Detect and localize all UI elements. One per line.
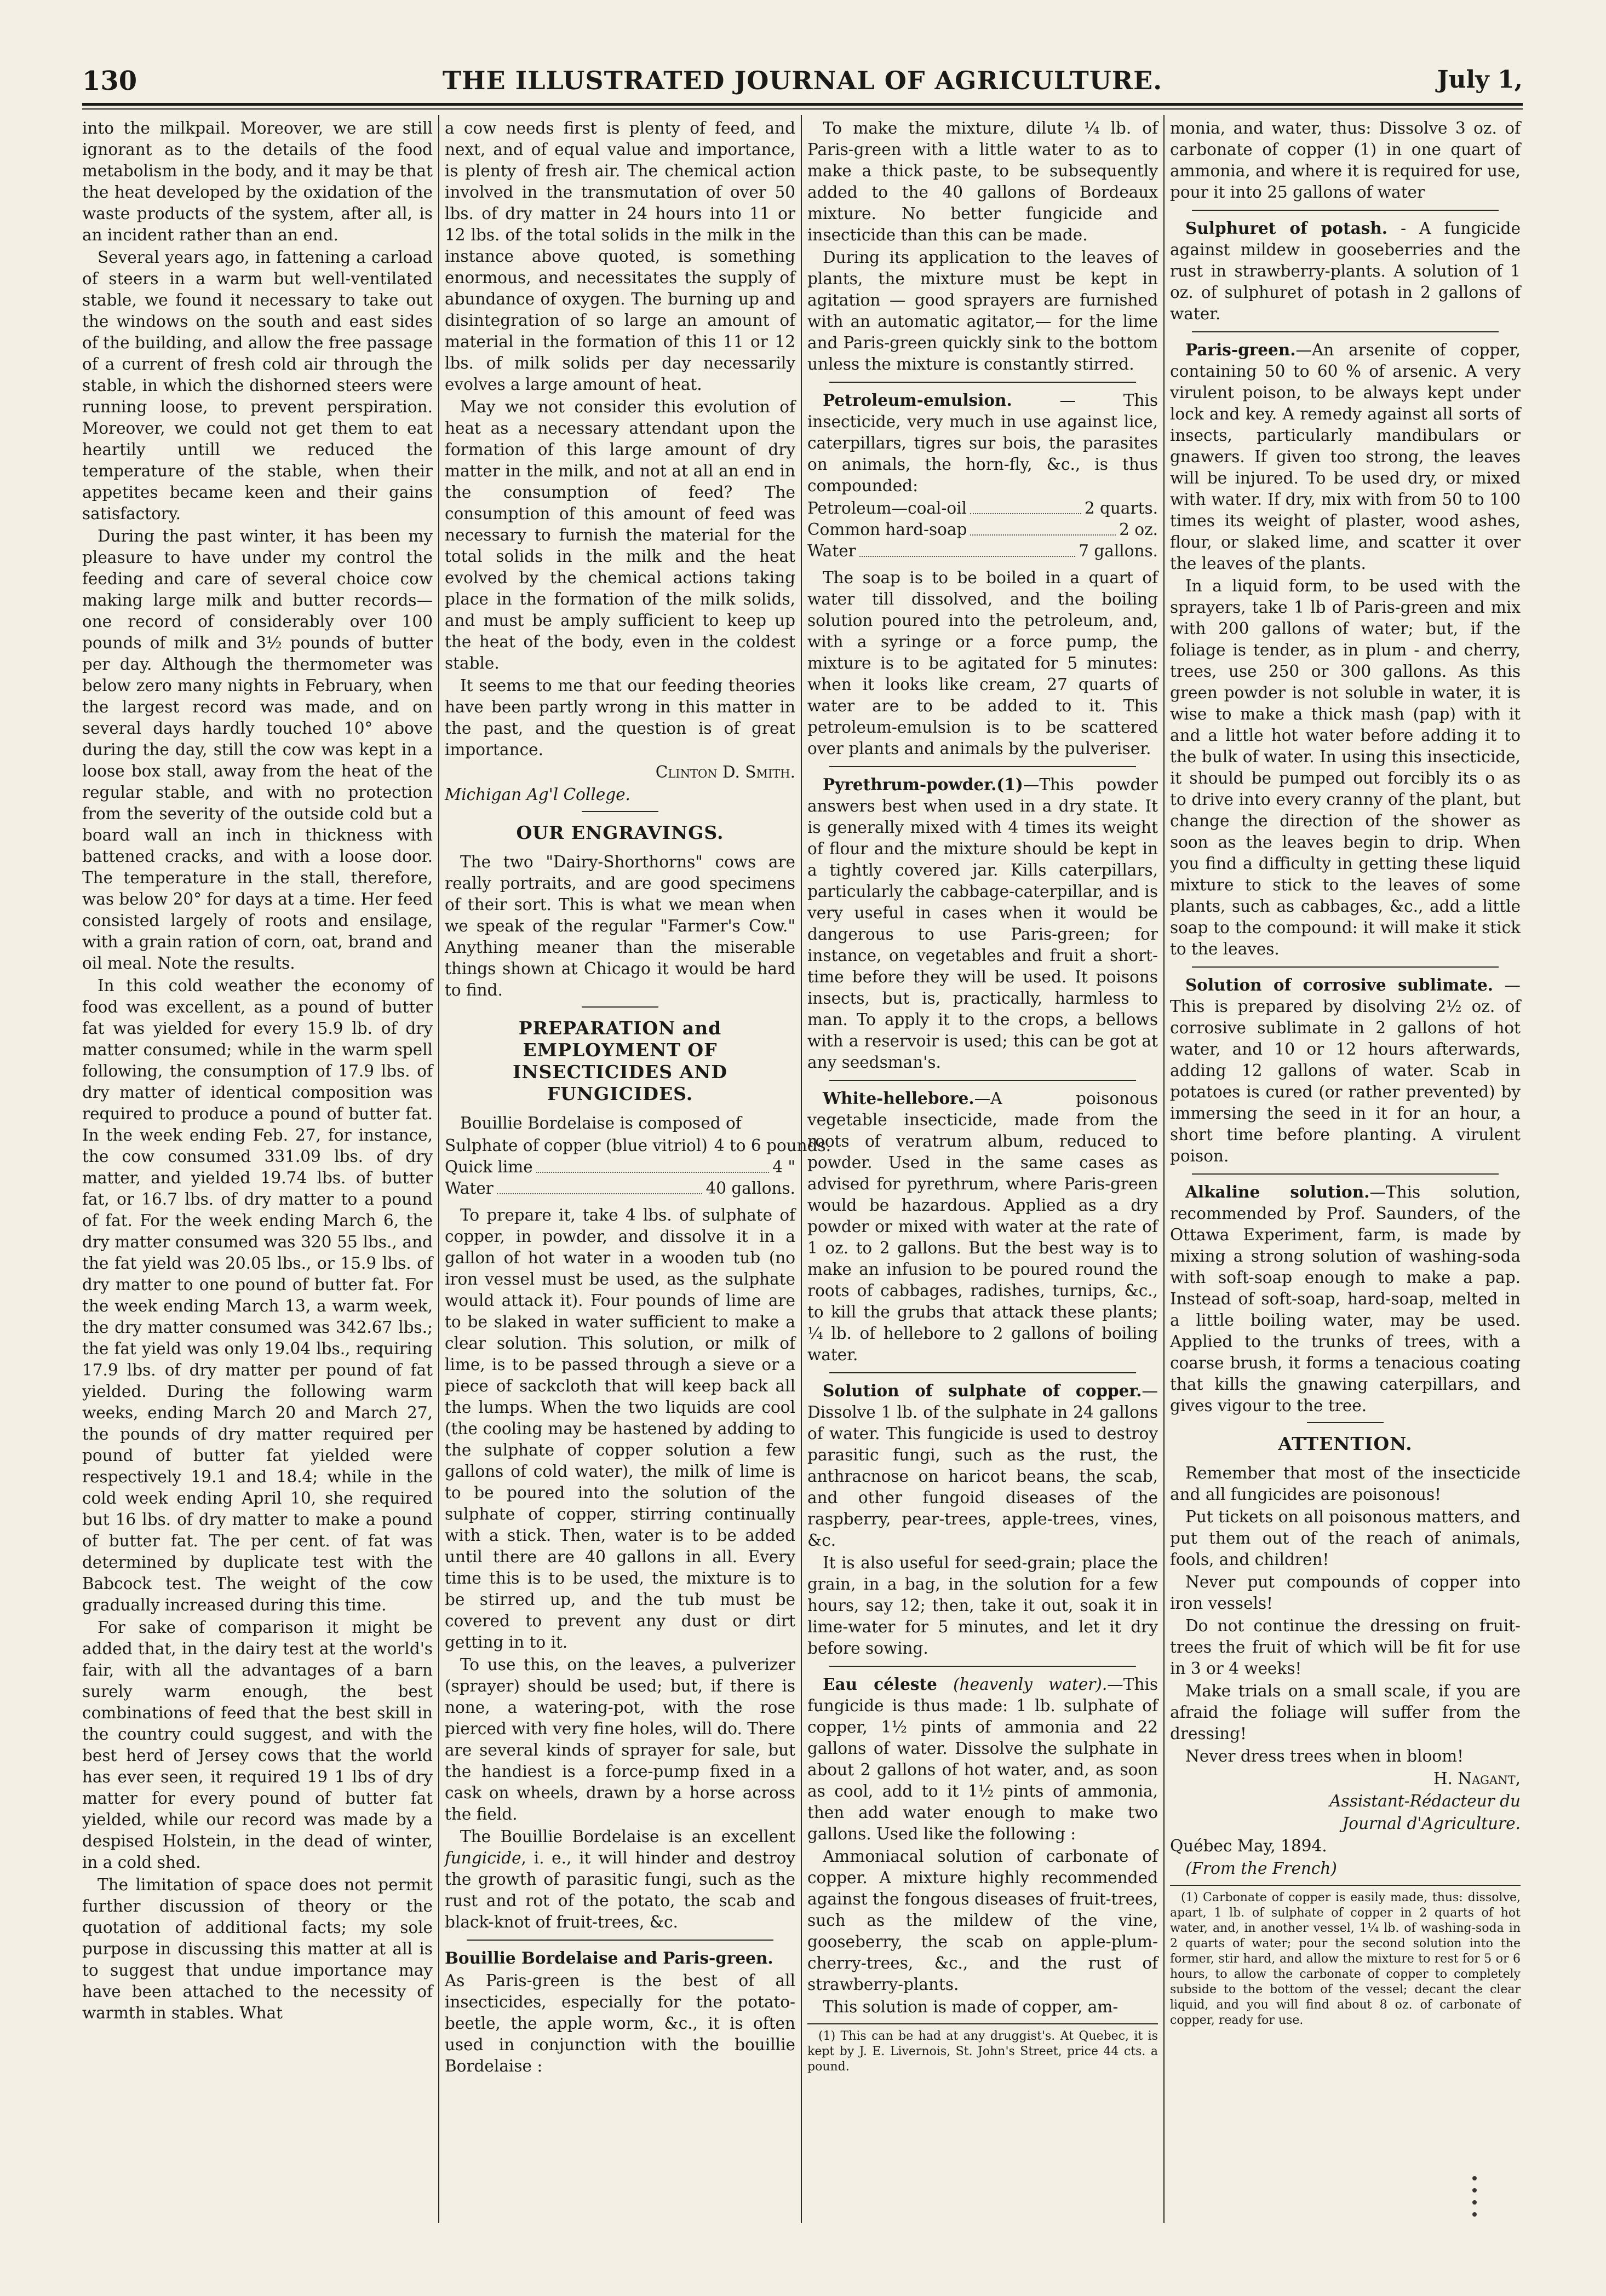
page-edge-marks xyxy=(1464,2168,1485,2256)
paragraph: In this cold weather the economy of food was excellent, as a pound of butter fat was yielded for every 15.9 lb. of dry matter consumed; while in the warm spell following, the consumption of 17.9 lbs. of dry matter of identical composition was required to produce a pound of butter fat. In the week ending Feb. 27, for instance, the cow consumed 331.09 lbs. of dry matter, and yielded 19.74 lbs. of butter fat, or 16.7 lbs. of dry matter to a pound of fat. For the week ending March 6, the dry matter consumed was 320 55 lbs., and the fat yield was 20.05 lbs., or 15.9 lbs. of dry matter to one pound of butter fat. For the week ending March 13, a warm week, the dry matter consumed was 342.67 lbs.; the fat yield was only 19.04 lbs., requiring 17.9 lbs. of dry matter per pound of fat yielded. During the following warm weeks, ending March 20 and March 27, the pounds of dry matter required per pound of butter fat yielded were respectively 19.1 and 18.4; while in the cold week ending April 10, she required but 16 lbs. of dry matter to make a pound of butter fat. The per cent. of fat was determined by duplicate test with the Babcock test. The weight of the cow gradually increased during this time. xyxy=(82,976,433,1614)
paragraph: Bouillie Bordelaise is composed of xyxy=(460,1114,742,1132)
paragraph: Petroleum-emulsion. — This insecticide, very much in use against lice, caterpillars, tigres sur bois, the parasites on animals, the horn-fly, &c., is thus compounded: xyxy=(807,390,1158,495)
page-number: 130 xyxy=(82,66,137,96)
paragraph: Ammoniacal solution of carbonate of copper. A mixture highly recommended against the fongous diseases of fruit-trees, such as the mildew of the vine, gooseberry, the scab on apple-plum-cherry-trees, &c., and the rust of strawberry-plants. xyxy=(807,1847,1158,1994)
paragraph: To prepare it, take 4 lbs. of sulphate of copper, in powder, and dissolve it in a gallon of hot water in a wooden tub (no iron vessel must be used, as the sulphate would attack it). Four pounds of lime are to be slaked in water sufficient to make a clear solution. This solution, or milk of lime, is to be passed through a sieve or a piece of sackcloth that will keep back all the lumps. When the two liquids are cool (the cooling may be hastened by adding to the sulphate of copper solution a few gallons of cold water), the milk of lime is to be poured into the solution of the sulphate of copper, stirring continually with a stick. Then, water is to be added until there are 40 gallons in all. Every time this is to be used, the mixture is to be stirred up, and the tub must be covered to prevent any dust or dirt getting in to it. xyxy=(445,1206,795,1651)
paragraph: The limitation of space does not permit further discussion of theory or the quotation of additional facts; my sole purpose in discussing this matter at all is to suggest that undue importance may have been attached to the necessity of warmth in stables. What xyxy=(82,1875,433,2022)
paragraph: The Bouillie Bordelaise is an excellent fungicide, i. e., it will hinder and destroy the growth of parasitic fungi, such as the rust and rot of the potato, the scab and black-knot of fruit-trees, &c. xyxy=(445,1827,795,1931)
paragraph: into the milkpail. Moreover, we are still ignorant as to the details of the food metabolism in the body, and it may be that the heat developed by the oxidation of the waste products of the system, after all, is an incident rather than an end. xyxy=(82,119,433,244)
section-divider xyxy=(829,382,1136,383)
recipe-table xyxy=(445,1135,831,1199)
paragraph: Solution of corrosive sublimate. — This is prepared by disolving 2½ oz. of corrosive sublimate in 2 gallons of hot water, and 10 or 12 hours afterwards, adding 12 gallons of water. Scab in potatoes is cured (or rather prevented) by immersing the seed in it for an hour, a short time before planting. A virulent poison. xyxy=(1170,975,1521,1165)
section-divider xyxy=(467,1940,773,1941)
author-title: Assistant-Rédacteur du xyxy=(1329,1792,1521,1810)
author-signature: Clinton D. Smith. xyxy=(655,763,795,781)
paragraph: As Paris-green is the best of all insecticides, especially for the potato-beetle, the apple worm, &c., it is often used in conjunction with the bouillie Bordelaise : xyxy=(445,1971,795,2075)
recipe-row: Quick lime 4 " xyxy=(445,1158,795,1176)
recipe-row: Water 40 gallons. xyxy=(445,1179,795,1198)
paragraph: Paris-green.—An arsenite of copper, containing 50 to 60 % of arsenic. A very virulent poison, to be always kept under lock and key. A remedy against all sorts of insects, particularly mandibulars or gnawers. If given too strong, the leaves will be injured. To be used dry, or mixed with water. If dry, mix with from 50 to 100 times its weight of plaster, wood ashes, flour, or slaked lime, and scatter it over the leaves of the plants. xyxy=(1170,340,1521,573)
run-in-heading: Petroleum-emulsion. xyxy=(823,390,1012,410)
section-divider xyxy=(1307,1422,1384,1423)
issue-date: July 1, xyxy=(1437,66,1523,94)
footnote: (1) Carbonate of copper is easily made, thus: dissolve, apart, 1 lb. of sulphate of copper in 2 quarts of hot water, and, in another vessel, 1¼ lb. of washing-soda in 2 quarts of water; pour the second solution into the former, stir hard, and allow the mixture to rest for 5 or 6 hours, to allow the carbonate of copper to completely subside to the bottom of the vessel; decant the clear liquid, and you will find about 8 oz. of carbonate of copper, ready for use. xyxy=(1170,1885,1521,2028)
section-divider xyxy=(1192,1173,1499,1175)
paragraph: Solution of sulphate of copper.—Dissolve 1 lb. of the sulphate in 24 gallons of water. This fungicide is used to destroy parasitic fungi, such as the rust, the anthracnose on haricot beans, the scab, and other fungoid diseases of the raspberry, pear-trees, apple-trees, vines, &c. xyxy=(807,1381,1158,1550)
run-in-heading: Solution of sulphate of copper. xyxy=(823,1381,1142,1400)
paragraph: To make the mixture, dilute ¼ lb. of Paris-green with a little water to as to make a thick paste, to be subsequently added to the 40 gallons of Bordeaux mixture. No better fungicide and insecticide than this can be made. xyxy=(807,119,1158,244)
attention-item: Make trials on a small scale, if you are afraid the foliage will suffer from the dressing! xyxy=(1170,1682,1521,1743)
paragraph: During its application to the leaves of plants, the mixture must be kept in agitation — good sprayers are furnished with an automatic agitator,— for the lime and Paris-green quickly sink to the bottom unless the mixture is constantly stirred. xyxy=(807,248,1158,373)
source-note: (From the French) xyxy=(1185,1859,1337,1878)
section-divider xyxy=(1192,331,1499,332)
recipe-row: Sulphate of copper (blue vitriol) 4 to 6 pounds. xyxy=(445,1136,831,1155)
run-in-heading: Paris-green. xyxy=(1185,340,1296,359)
journal-title: THE ILLUSTRATED JOURNAL OF AGRICULTURE. xyxy=(442,66,1163,95)
section-heading-attention: ATTENTION. xyxy=(1278,1433,1413,1454)
author-publication: Journal d'Agriculture. xyxy=(1342,1814,1521,1833)
attention-item: Do not continue the dressing on fruit-trees the fruit of which will be fit for use in 3 or 4 weeks! xyxy=(1170,1616,1521,1678)
section-divider xyxy=(829,1080,1136,1081)
dateline: Québec May, 1894. xyxy=(1170,1837,1327,1855)
paragraph: For sake of comparison it might be added that, in the dairy test at the world's fair, with all the advantages of a barn surely warm enough, the best combinations of feed that the best skill in the country could suggest, and with the best herd of Jersey cows that the world has ever seen, it required 19 1 lbs of dry matter for every pound of butter fat yielded, while our record was made by a despised Holstein, in the dead of winter, in a cold shed. xyxy=(82,1618,433,1872)
paragraph: To use this, on the leaves, a pulverizer (sprayer) should be used; but, if there is none, a watering-pot, with the rose pierced with very fine holes, will do. There are several kinds of sprayer for sale, but the handiest is a force-pump fixed in a cask on wheels, drawn by a horse across the field. xyxy=(445,1655,795,1823)
run-in-heading: White-hellebore. xyxy=(823,1089,974,1108)
attention-item: Remember that most of the insecticide and all fungicides are poisonous! xyxy=(1170,1464,1521,1504)
author-signature: H. Nagant, xyxy=(1433,1769,1521,1788)
paragraph: a cow needs first is plenty of feed, and next, and of equal value and importance, is plenty of fresh air. The chemical action involved in the transmutation of over 50 lbs. of dry matter in 24 hours into 11 or 12 lbs. of the total solids in the milk in the instance above quoted, is something enormous, and necessitates the supply of abundance of oxygen. The burning up and disintegration of so large an amount of material in the formation of this 11 or 12 lbs. of milk solids per day necessarily evolves a large amount of heat. xyxy=(445,119,795,394)
paragraph: It is also useful for seed-grain; place the grain, in a bag, in the solution for a few hours, say 12; then, take it out, soak it in lime-water for 5 minutes, and let it dry before sowing. xyxy=(807,1553,1158,1658)
recipe-table xyxy=(807,498,1158,562)
section-divider xyxy=(1192,966,1499,968)
paragraph: Pyrethrum-powder.(1)—This powder answers best when used in a dry state. It is generally mixed with 4 times its weight of flour and the mixture should be kept in a tightly covered jar. Kills caterpillars, particularly the cabbage-caterpillar, and is very useful in cases when it would be dangerous to use Paris-green; for instance, on vegetables and fruit a short-time before they will be used. It poisons insects, but is, practically, harmless to man. To apply it to the crops, a bellows with a reservoir is used; this can be got at any seedsman's. xyxy=(807,775,1158,1072)
column-rule xyxy=(1163,115,1165,2223)
column-rule xyxy=(438,115,439,2223)
paragraph: Sulphuret of potash. - A fungicide against mildew in gooseberries and the rust in strawberry-plants. A solution of 1 oz. of sulphuret of potash in 2 gallons of water. xyxy=(1170,218,1521,323)
paragraph: monia, and water, thus: Dissolve 3 oz. of carbonate of copper (1) in one quart of ammonia, and where it is required for use, pour it into 25 gallons of water xyxy=(1170,119,1521,202)
section-divider xyxy=(829,766,1136,767)
run-in-heading: Solution of corrosive sublimate. xyxy=(1185,975,1494,994)
author-affiliation: Michigan Ag'l College. xyxy=(445,785,630,804)
column-4 xyxy=(1170,118,1521,2264)
paragraph: Several years ago, in fattening a carload of steers in a warm but well-ventilated stable, we found it necessary to take out the windows on the south and east sides of the building, and allow the free passage of a current of fresh cold air through the stable, in which the dishorned steers were running loose, to prevent perspiration. Moreover, we could not get them to eat heartily untill we reduced the temperature of the stable, when their appetites became keen and their gains satisfactory. xyxy=(82,248,433,523)
footnote: (1) This can be had at any druggist's. At Quebec, it is kept by J. E. Livernois, St. John's Street, price 44 cts. a pound. xyxy=(807,2023,1158,2075)
paragraph: This solution is made of copper, am- xyxy=(823,1998,1119,2016)
paragraph: During the past winter, it has been my pleasure to have under my control the feeding and care of several choice cow making large milk and butter records—one record of considerably over 100 pounds of milk and 3½ pounds of butter per day. Although the thermometer was below zero many nights in February, when the largest record was made, and on several days hardly touched 10° above during the day, still the cow was kept in a loose box stall, away from the heat of the regular stable, and with no protection from the severity of the outside cold but a board wall an inch in thickness with battened cracks, and with a loose door. The temperature in the stall, therefore, was below 20° for days at a time. Her feed consisted largely of roots and ensilage, with a grain ration of corn, oat, brand and oil meal. Note the results. xyxy=(82,527,433,973)
section-heading-engravings: OUR ENGRAVINGS. xyxy=(516,822,724,843)
attention-item: Never put compounds of copper into iron vessels! xyxy=(1170,1573,1521,1613)
attention-item: Never dress trees when in bloom! xyxy=(1185,1747,1464,1765)
column-2 xyxy=(445,118,831,2264)
section-divider xyxy=(829,1666,1136,1667)
paragraph: The soap is to be boiled in a quart of water till dissolved, and the boiling solution poured into the petroleum, and, with a syringe or a force pump, the mixture is to be agitated for 5 minutes: when it looks like cream, 27 quarts of water are to be added to it. This petroleum-emulsion is to be scattered over plants and animals by the pulveriser. xyxy=(807,568,1158,758)
column-rule xyxy=(801,115,802,2223)
paragraph: In a liquid form, to be used with the sprayers, take 1 lb of Paris-green and mix with 200 gallons of water; but, if the foliage is tender, as in plum - and cherry, trees, use 250 or 300 gallons. As this green powder is not soluble in water, it is wise to make a thick mash (pap) with it and a little hot water before adding it to the bulk of water. In using this insecticide, it should be pumped out forcibly its o as to drive into every cranny of the plant, but change the direction of the shower as soon as the leaves begin to drip. When you find a difficulty in getting these liquid mixture to stick to the leaves of some plants, such as cabbages, &c., add a little soap to the compound: it will make it stick to the leaves. xyxy=(1170,577,1521,958)
run-in-heading: Sulphuret of potash. xyxy=(1185,218,1388,238)
run-in-heading: Bouillie Bordelaise and Paris-green. xyxy=(445,1948,773,1967)
paragraph: White-hellebore.—A poisonous vegetable insecticide, made from the roots of veratrum album, reduced to powder. Used in the same cases as advised for pyrethrum, where Paris-green would be hazardous. Applied as a dry powder or mixed with water at the rate of 1 oz. to 2 gallons. But the best way is to make an infusion to be poured round the roots of cabbages, radishes, turnips, &c., to kill the grubs that attack these plants; ¼ lb. of hellebore to 2 gallons of boiling water. xyxy=(807,1089,1158,1364)
recipe-row: Petroleum—coal-oil 2 quarts. xyxy=(807,499,1158,517)
section-divider xyxy=(582,1006,658,1008)
run-in-heading: Alkaline solution. xyxy=(1185,1182,1370,1201)
header-rule xyxy=(82,103,1523,106)
section-divider xyxy=(582,811,658,812)
section-heading-insecticides: PREPARATION and EMPLOYMENT OF INSECTICIDES AND FUNGICIDES. xyxy=(512,1017,728,1104)
paragraph: The two "Dairy-Shorthorns" cows are really portraits, and are good specimens of their sort. This is what we mean when we speak of the regular "Farmer's Cow." Anything meaner than the miserable things shown at Chicago it would be hard to find. xyxy=(445,853,795,999)
section-divider xyxy=(829,1372,1136,1373)
run-in-heading: Pyrethrum-powder.(1) xyxy=(823,775,1023,794)
paragraph: Alkaline solution.—This solution, recommended by Prof. Saunders, of the Ottawa Experiment, farm, is made by mixing a strong solution of washing-soda with soft-soap enough to make a pap. Instead of soft-soap, hard-soap, melted in a little boiling water, may be used. Applied to the trunks of trees, with a coarse brush, it forms a tenacious coating that kills the gnawing caterpillars, and gives vigour to the tree. xyxy=(1170,1182,1521,1415)
column-3 xyxy=(807,118,1158,2264)
column-1 xyxy=(82,118,433,2264)
paragraph: It seems to me that our feeding theories have been partly wrong in this matter in the past, and the question is of great importance. xyxy=(445,676,795,759)
page-header xyxy=(82,66,1523,104)
attention-item: Put tickets on all poisonous matters, and put them out of the reach of animals, fools, and children! xyxy=(1170,1507,1521,1569)
header-rule-thin xyxy=(82,108,1523,110)
paragraph xyxy=(445,1947,795,1969)
paragraph: Eau céleste (heavenly water).—This fungicide is thus made: 1 lb. sulphate of copper, 1½ pints of ammonia and 22 gallons of water. Dissolve the sulphate in about 2 gallons of hot water, and, as soon as cool, add to it 1½ pints of ammonia, then add water enough to make two gallons. Used like the following : xyxy=(807,1674,1158,1843)
run-in-heading: Eau céleste xyxy=(823,1674,937,1694)
paragraph: May we not consider this evolution of heat as a necessary attendant upon the formation of this large amount of dry matter in the milk, and not at all an end in the consumption of feed? The consumption of this amount of feed was necessary to furnish the material for the total solids in the milk and the heat evolved by the chemical actions taking place in the formation of the milk solids, and must be amply sufficient to keep up the heat of the body, even in the coldest stable. xyxy=(445,398,795,672)
section-divider xyxy=(1192,210,1499,211)
recipe-row: Common hard-soap 2 oz. xyxy=(807,520,1158,539)
recipe-row: Water 7 gallons. xyxy=(807,542,1158,560)
